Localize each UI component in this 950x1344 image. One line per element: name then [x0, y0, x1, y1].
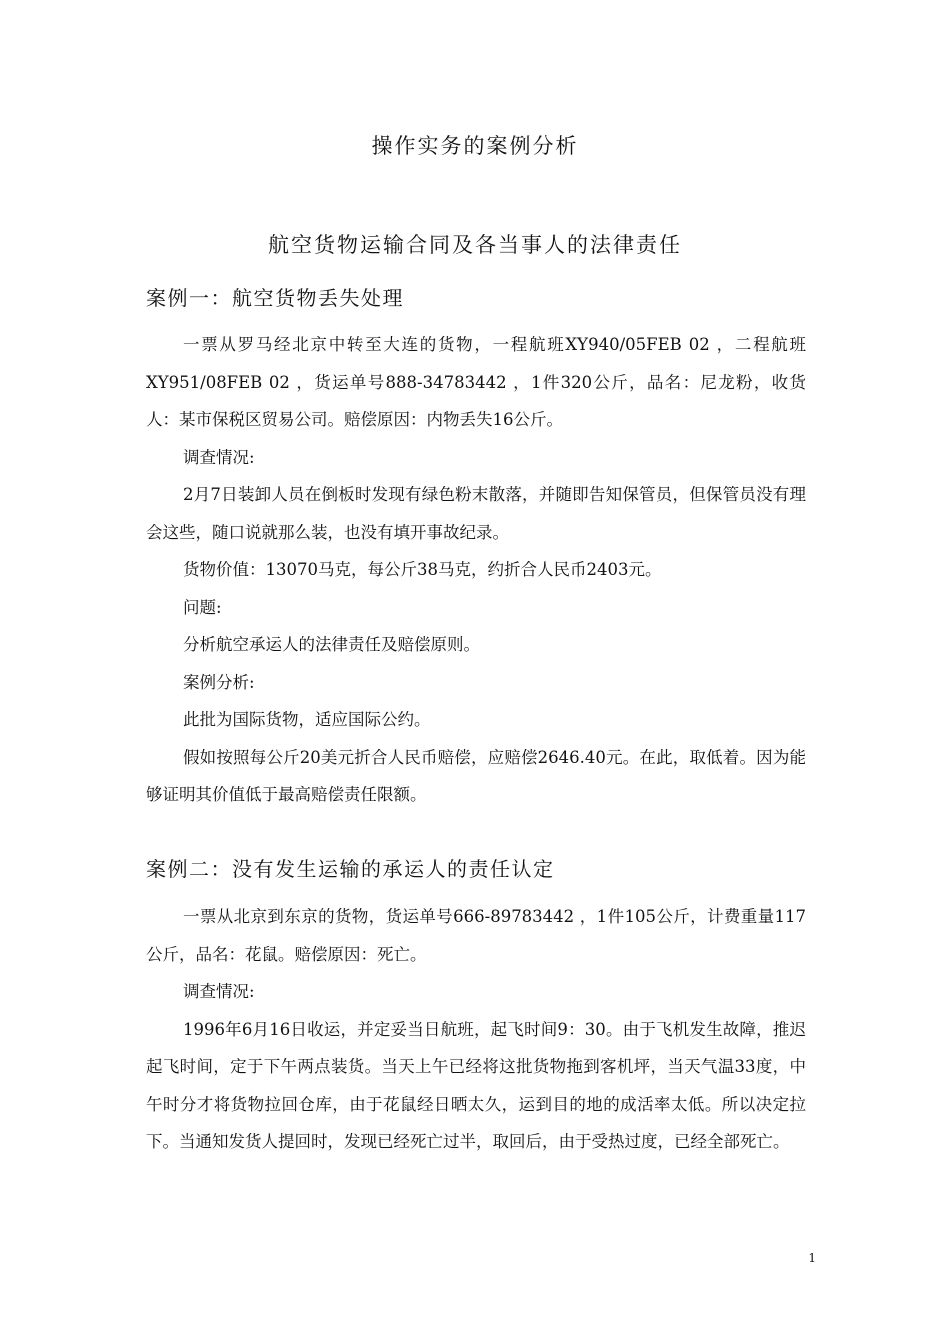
case1-question-text: 分析航空承运人的法律责任及赔偿原则。: [183, 635, 480, 654]
case1-analysis-label: 案例分析:: [183, 672, 255, 692]
case2-investigation-label: 调查情况:: [183, 982, 255, 1001]
case2-description: 一票从北京到东京的货物，货运单号666-89783442 ，1件105公斤，计费重量117公斤，品名：花鼠。赔偿原因：死亡。: [146, 907, 806, 964]
case1-cargo-value: 货物价值：13070马克，每公斤38马克，约折合人民币2403元。: [183, 560, 662, 579]
case1-investigation-text: 2月7日装卸人员在倒板时发现有绿色粉末散落，并随即告知保管员，但保管员没有理会这些，随口说就那么装，也没有填开事故纪录。: [146, 485, 806, 542]
case1-analysis-text-1: 此批为国际货物，适应国际公约。: [183, 710, 431, 729]
case1-body: [146, 326, 806, 814]
case2-body: [146, 898, 806, 1161]
case1-description: 一票从罗马经北京中转至大连的货物，一程航班XY940/05FEB 02 ，二程航班XY951/08FEB 02 ，货运单号888-34783442 ，1件320公斤，品名：尼龙粉，收货人：某市保税区贸易公司。赔偿原因：内物丢失16公斤。: [146, 335, 806, 429]
case2-investigation-text: 1996年6月16日收运，并定妥当日航班，起飞时间9：30。由于飞机发生故障，推迟起飞时间，定于下午两点装货。当天上午已经将这批货物拖到客机坪，当天气温33度，中午时分才将货物拉回仓库，由于花鼠经日晒太久，运到目的地的成活率太低。所以决定拉下。当通知发货人提回时，发现已经死亡过半，取回后，由于受热过度，已经全部死亡。: [146, 1019, 806, 1151]
case1-investigation-label: 调查情况:: [183, 447, 255, 467]
case2-heading: 案例二：没有发生运输的承运人的责任认定: [146, 857, 555, 881]
document-title: 操作实务的案例分析: [371, 134, 579, 158]
case1-question-label: 问题:: [183, 597, 222, 617]
section-title: 航空货物运输合同及各当事人的法律责任: [268, 233, 682, 257]
case1-analysis-text-2: 假如按照每公斤20美元折合人民币赔偿，应赔偿2646.40元。在此，取低着。因为能够证明其价值低于最高赔偿责任限额。: [146, 747, 806, 804]
page-number: 1: [808, 1251, 816, 1265]
case1-heading: 案例一：航空货物丢失处理: [146, 286, 404, 310]
